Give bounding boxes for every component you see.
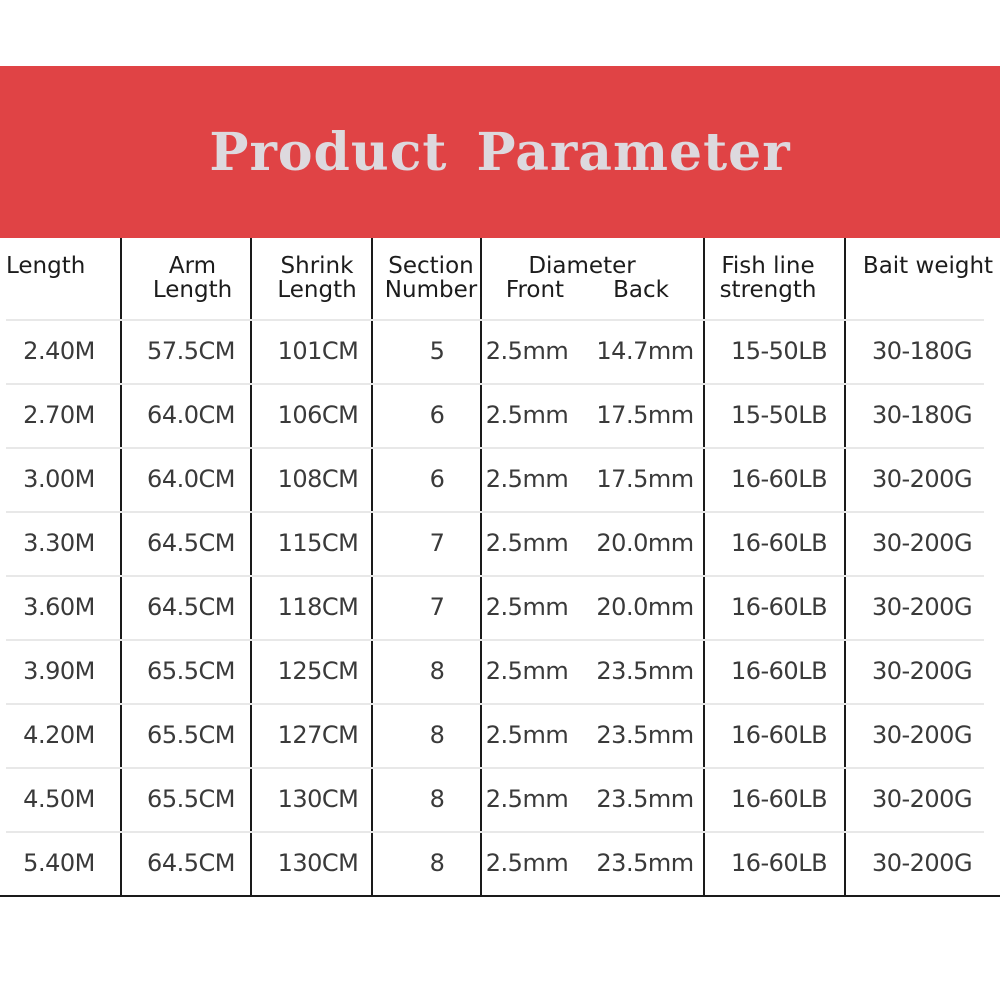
cell-section-number: 8 [429,849,445,877]
cell-shrink-length: 130CM [277,785,359,813]
header-length-label: Length [6,253,86,279]
title-banner [0,66,1000,238]
cell-diameter-back: 14.7mm [596,337,694,365]
cell-length: 3.00M [23,465,95,493]
cell-length: 2.70M [23,401,95,429]
header-back-label: Back [613,277,669,303]
cell-arm-length: 64.5CM [147,529,235,557]
cell-diameter-front: 2.5mm [485,657,569,685]
row-divider [6,639,984,641]
cell-diameter-back: 20.0mm [596,593,694,621]
cell-diameter-back: 23.5mm [596,849,694,877]
cell-shrink-length: 127CM [277,721,359,749]
cell-fish-line-strength: 16-60LB [730,849,828,877]
cell-section-number: 6 [429,401,445,429]
cell-arm-length: 65.5CM [147,721,235,749]
cell-bait-weight: 30-180G [871,337,973,365]
header-section-number [376,254,486,302]
cell-fish-line-strength: 16-60LB [730,785,828,813]
cell-section-number: 8 [429,785,445,813]
cell-shrink-length: 101CM [277,337,359,365]
cell-diameter-back: 23.5mm [596,657,694,685]
cell-fish-line-strength: 16-60LB [730,529,828,557]
row-divider [6,703,984,705]
cell-length: 4.20M [23,721,95,749]
header-length [6,254,85,278]
cell-diameter-back: 17.5mm [596,465,694,493]
cell-shrink-length: 118CM [277,593,359,621]
cell-fish-line-strength: 15-50LB [730,401,828,429]
cell-arm-length: 64.5CM [147,593,235,621]
header-bait-label: Bait weight [862,253,994,279]
cell-shrink-length: 125CM [277,657,359,685]
cell-diameter-front: 2.5mm [485,785,569,813]
cell-fish-line-strength: 16-60LB [730,721,828,749]
table-bottom-border [0,895,1000,897]
cell-shrink-length: 130CM [277,849,359,877]
header-diameter-label: Diameter [528,253,636,279]
cell-diameter-front: 2.5mm [485,529,569,557]
header-section-line2: Number [384,277,478,303]
cell-section-number: 5 [429,337,445,365]
cell-diameter-back: 23.5mm [596,785,694,813]
row-divider [6,319,984,321]
header-back [596,278,686,302]
cell-diameter-front: 2.5mm [485,465,569,493]
row-divider [6,767,984,769]
cell-section-number: 8 [429,721,445,749]
cell-diameter-back: 17.5mm [596,401,694,429]
cell-section-number: 7 [429,593,445,621]
column-divider [371,238,373,895]
cell-bait-weight: 30-200G [871,465,973,493]
page-title: Product Parameter [209,121,791,183]
header-shrink-line2: Length [277,277,357,303]
row-divider [6,831,984,833]
cell-shrink-length: 115CM [277,529,359,557]
cell-bait-weight: 30-200G [871,849,973,877]
header-shrink-length [262,254,372,302]
cell-bait-weight: 30-200G [871,593,973,621]
row-divider [6,575,984,577]
header-fishline-line2: strength [719,277,817,303]
cell-section-number: 6 [429,465,445,493]
header-diameter [482,254,682,278]
cell-bait-weight: 30-180G [871,401,973,429]
cell-bait-weight: 30-200G [871,721,973,749]
cell-diameter-back: 20.0mm [596,529,694,557]
cell-arm-length: 65.5CM [147,657,235,685]
cell-diameter-front: 2.5mm [485,337,569,365]
cell-arm-length: 64.5CM [147,849,235,877]
column-divider [480,238,482,895]
header-arm-line2: Length [152,277,233,303]
header-front [490,278,580,302]
column-divider [250,238,252,895]
cell-arm-length: 64.0CM [147,401,235,429]
cell-section-number: 7 [429,529,445,557]
cell-shrink-length: 106CM [277,401,359,429]
cell-bait-weight: 30-200G [871,657,973,685]
cell-diameter-front: 2.5mm [485,593,569,621]
row-divider [6,511,984,513]
header-front-label: Front [505,277,565,303]
cell-length: 2.40M [23,337,95,365]
cell-shrink-length: 108CM [277,465,359,493]
cell-fish-line-strength: 16-60LB [730,657,828,685]
cell-bait-weight: 30-200G [871,785,973,813]
row-divider [6,447,984,449]
cell-length: 3.90M [23,657,95,685]
cell-fish-line-strength: 15-50LB [730,337,828,365]
cell-diameter-back: 23.5mm [596,721,694,749]
header-fish-line-strength [712,254,824,302]
cell-length: 5.40M [23,849,95,877]
cell-diameter-front: 2.5mm [485,401,569,429]
column-divider [703,238,705,895]
cell-diameter-front: 2.5mm [485,721,569,749]
cell-diameter-front: 2.5mm [485,849,569,877]
header-arm-length [135,254,250,302]
column-divider [120,238,122,895]
column-divider [844,238,846,895]
cell-arm-length: 57.5CM [147,337,235,365]
cell-length: 3.30M [23,529,95,557]
cell-arm-length: 65.5CM [147,785,235,813]
cell-length: 4.50M [23,785,95,813]
cell-bait-weight: 30-200G [871,529,973,557]
header-shrink-line1: Shrink [280,253,354,279]
header-section-line1: Section [388,253,474,279]
cell-fish-line-strength: 16-60LB [730,593,828,621]
cell-fish-line-strength: 16-60LB [730,465,828,493]
header-bait-weight [858,254,998,278]
cell-length: 3.60M [23,593,95,621]
header-arm-line1: Arm [168,253,217,279]
cell-arm-length: 64.0CM [147,465,235,493]
row-divider [6,383,984,385]
header-fishline-line1: Fish line [721,253,815,279]
cell-section-number: 8 [429,657,445,685]
